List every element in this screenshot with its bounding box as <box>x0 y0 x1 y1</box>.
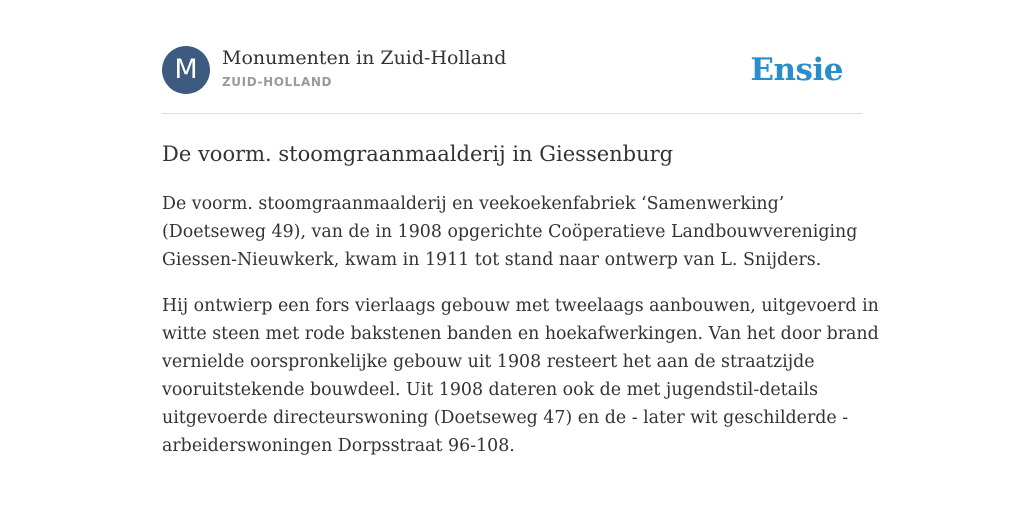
definition-card <box>162 46 879 460</box>
card-header <box>162 46 862 114</box>
paragraph-line: vernielde oorspronkelijke gebouw uit 1908 resteert het aan de straatzijde <box>162 352 815 372</box>
source-avatar[interactable]: M <box>162 46 210 94</box>
paragraph-2 <box>162 292 879 460</box>
paragraph-line: vooruitstekende bouwdeel. Uit 1908 dateren ook de met jugendstil-details <box>162 380 819 400</box>
source-title-link[interactable]: Monumenten in Zuid-Holland <box>222 47 507 69</box>
paragraph-line: Giessen-Nieuwkerk, kwam in 1911 tot stand naar ontwerp van L. Snijders. <box>162 250 822 270</box>
ensie-logo[interactable]: Ensie <box>750 52 843 88</box>
paragraph-1 <box>162 190 862 274</box>
paragraph-line: (Doetseweg 49), van de in 1908 opgerichte Coöperatieve Landbouwvereniging <box>162 222 858 242</box>
paragraph-line: arbeiderswoningen Dorpsstraat 96-108. <box>162 436 515 456</box>
source-subtitle: ZUID-HOLLAND <box>222 75 333 89</box>
paragraph-line: witte steen met rode bakstenen banden en hoekafwerkingen. Van het door brand <box>162 324 879 344</box>
paragraph-line: Hij ontwierp een fors vierlaags gebouw met tweelaags aanbouwen, uitgevoerd in <box>162 296 879 316</box>
paragraph-line: uitgevoerde directeurswoning (Doetseweg 47) en de - later wit geschilderde - <box>162 408 849 428</box>
paragraph-line: De voorm. stoomgraanmaalderij en veekoekenfabriek ‘Samenwerking’ <box>162 194 785 214</box>
article-title: De voorm. stoomgraanmaalderij in Giessenburg <box>162 142 674 166</box>
